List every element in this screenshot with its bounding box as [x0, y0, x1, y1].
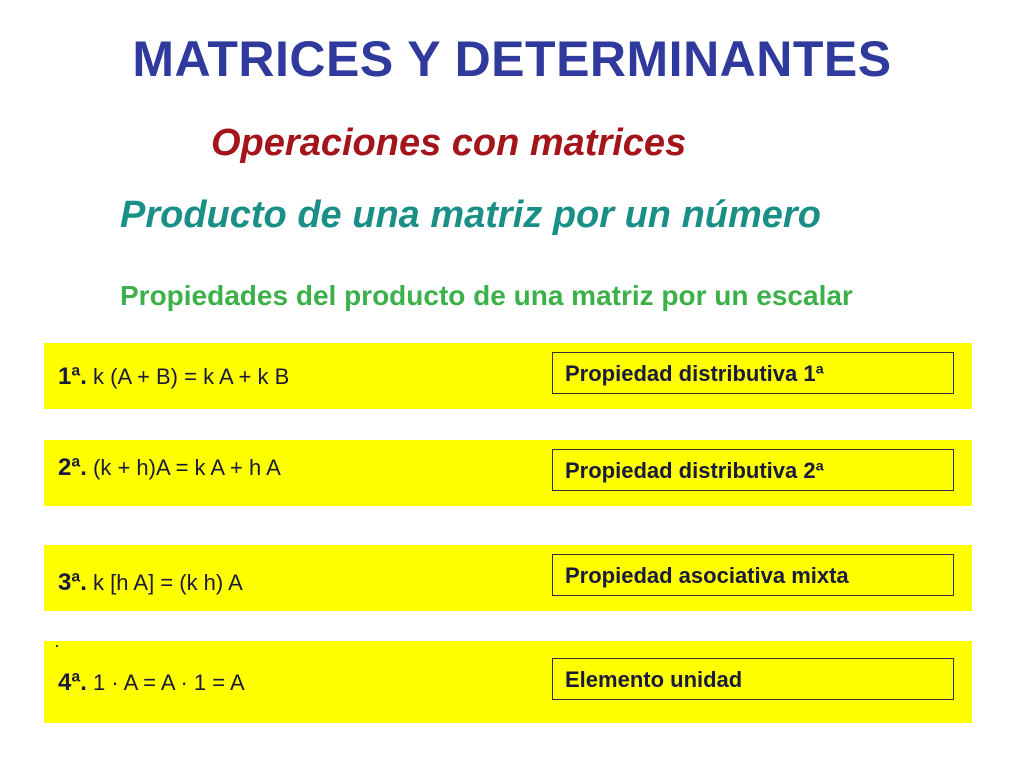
property-expression: (k + h)A = k A + h A [93, 455, 281, 480]
stray-dot [56, 645, 58, 647]
property-name: Propiedad distributiva 2ª [552, 449, 954, 491]
property-number: 3ª. [58, 569, 87, 596]
section-heading: Producto de una matriz por un número [120, 194, 821, 236]
property-formula [58, 363, 289, 391]
page-title: MATRICES Y DETERMINANTES [132, 31, 892, 87]
property-formula [58, 669, 245, 697]
property-number: 1ª. [58, 363, 87, 390]
property-expression: k [h A] = (k h) A [93, 570, 243, 595]
property-number: 4ª. [58, 669, 87, 696]
property-name: Elemento unidad [552, 658, 954, 700]
property-row-1 [44, 343, 972, 409]
properties-heading: Propiedades del producto de una matriz por un escalar [120, 280, 853, 311]
property-expression: k (A + B) = k A + k B [93, 364, 290, 389]
subtitle: Operaciones con matrices [211, 122, 687, 164]
property-row-3 [44, 545, 972, 611]
property-expression: 1 · A = A · 1 = A [93, 670, 245, 695]
property-row-4 [44, 641, 972, 723]
property-formula [58, 454, 281, 482]
property-name: Propiedad asociativa mixta [552, 554, 954, 596]
property-row-2 [44, 440, 972, 506]
property-formula [58, 569, 243, 597]
property-name: Propiedad distributiva 1ª [552, 352, 954, 394]
property-number: 2ª. [58, 454, 87, 481]
